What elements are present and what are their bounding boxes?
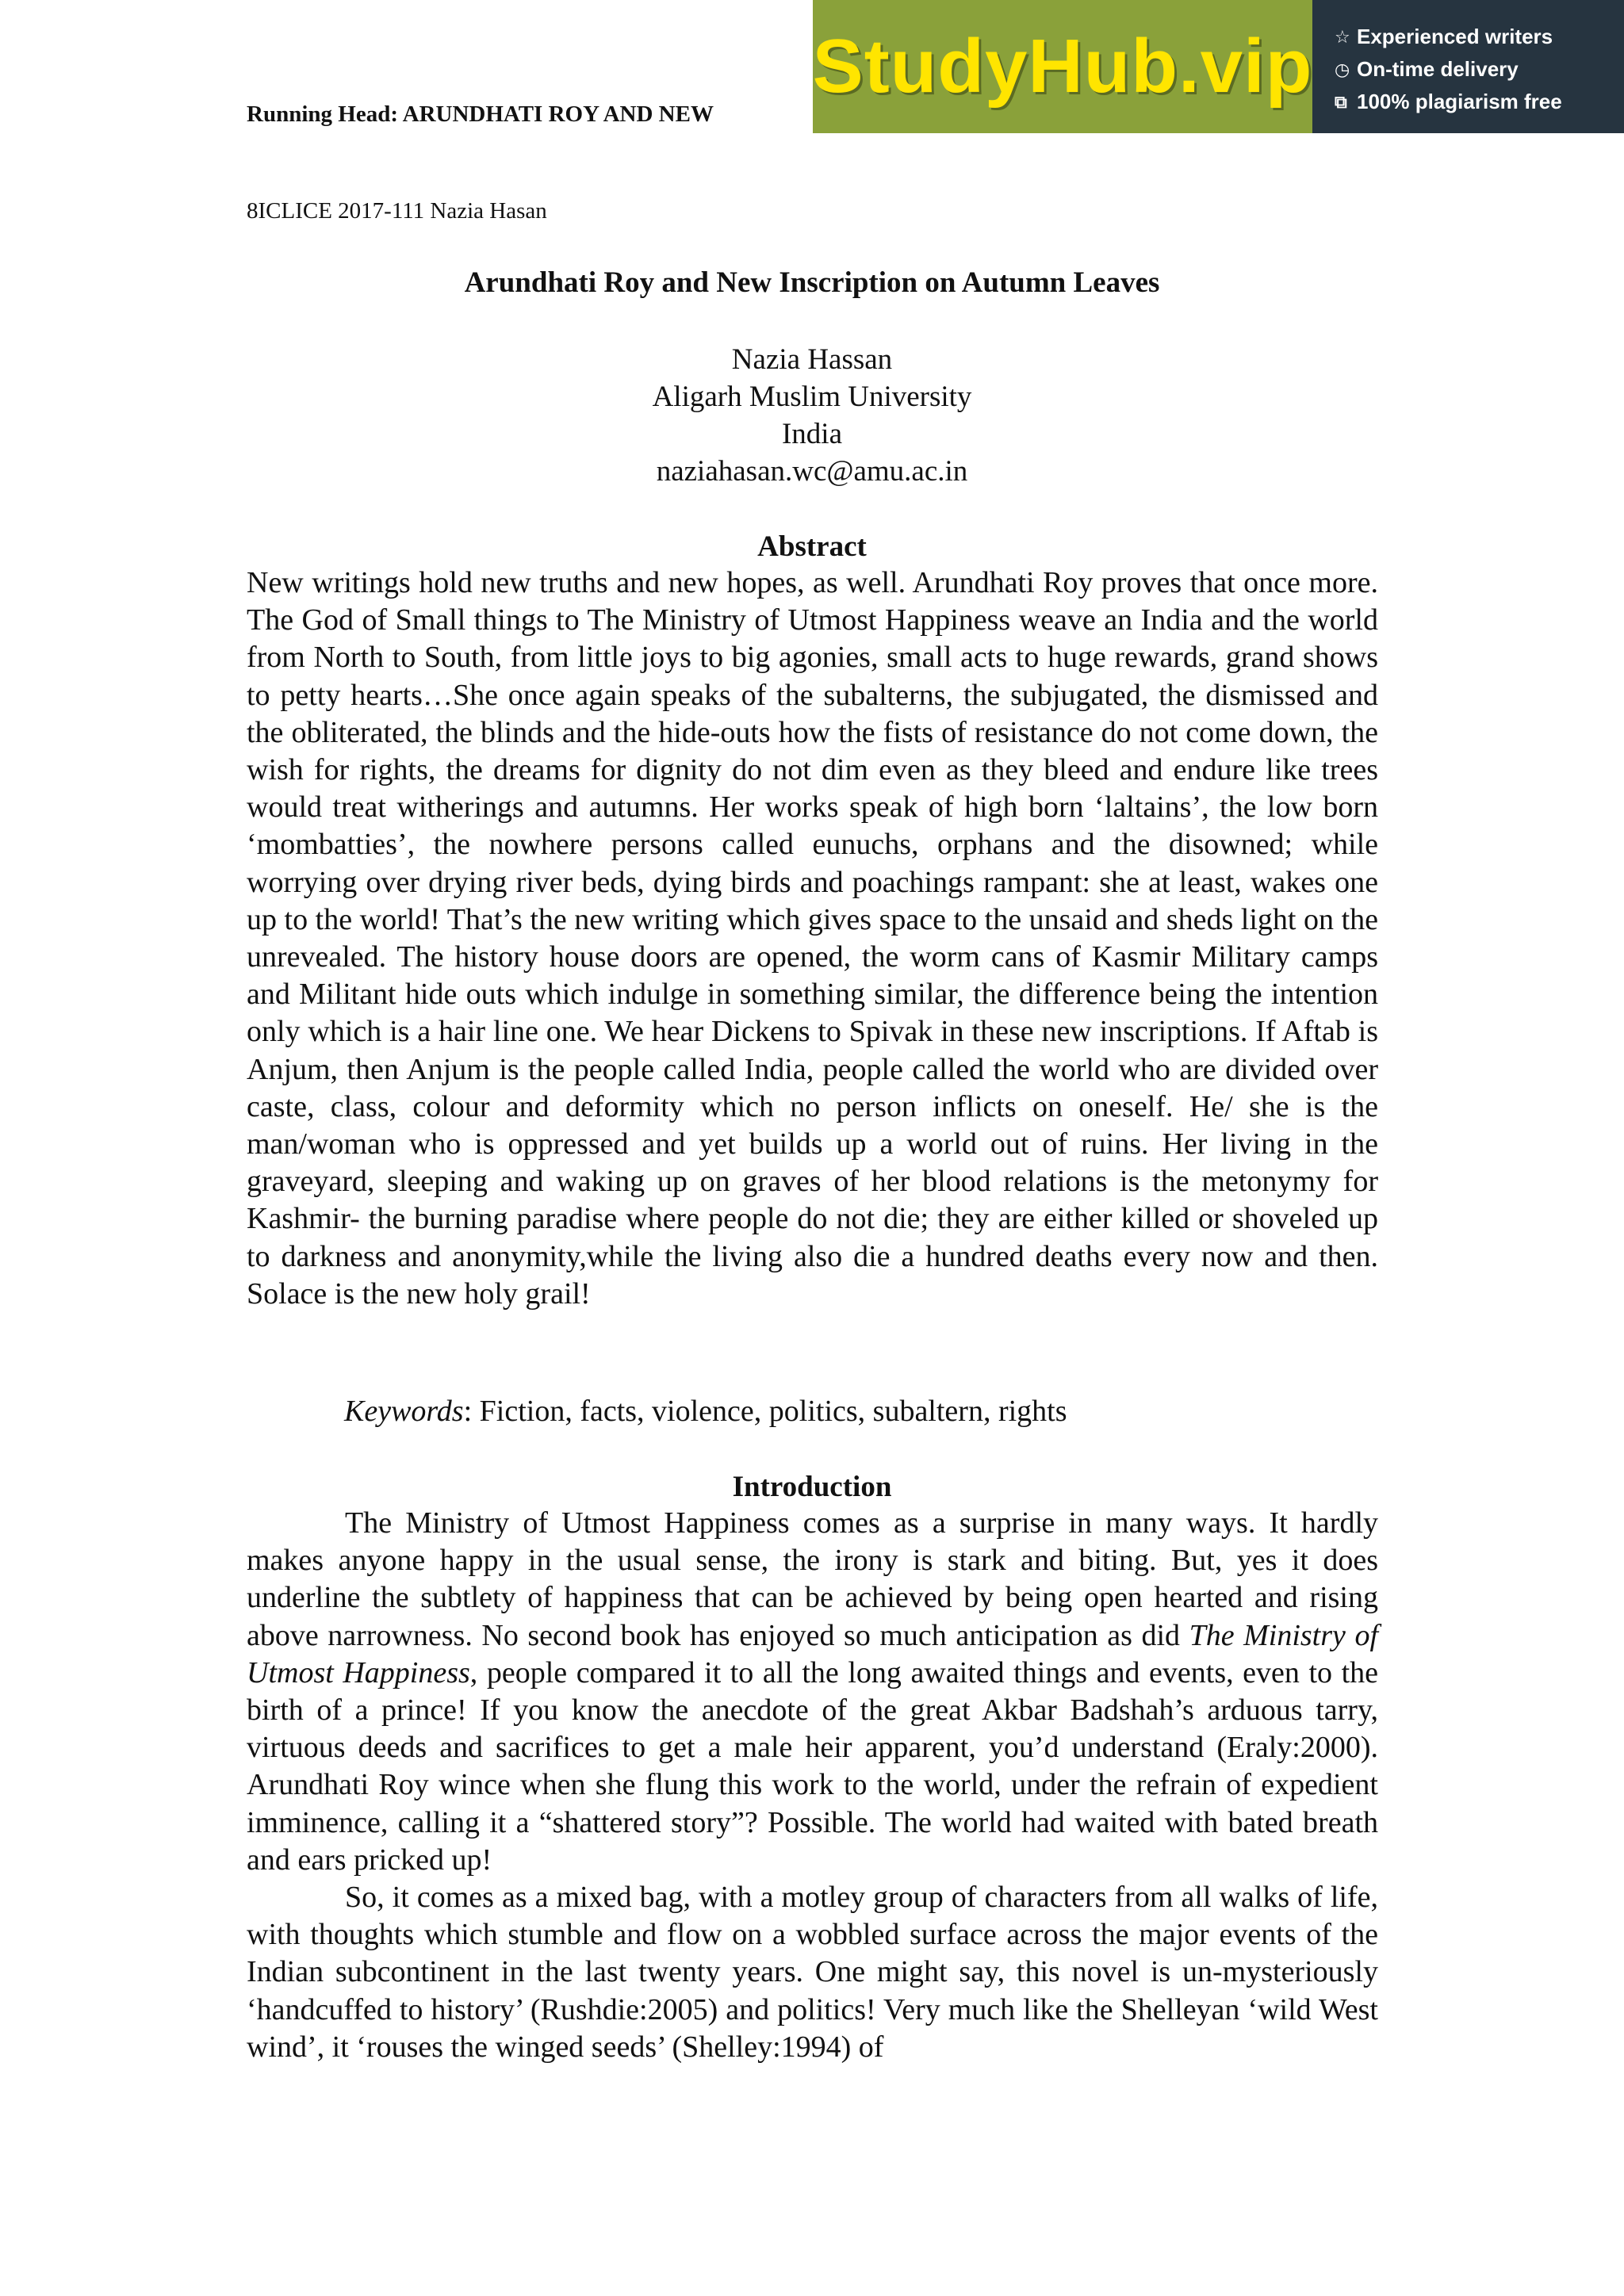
keywords-list: : Fiction, facts, violence, politics, subaltern, rights <box>463 1395 1067 1428</box>
clock-icon: ◷ <box>1335 59 1350 79</box>
studyhub-ad-banner[interactable] <box>813 0 1624 133</box>
feature-experienced-writers <box>1335 21 1624 53</box>
ad-feature-list <box>1312 0 1624 133</box>
feature-label: Experienced writers <box>1357 25 1553 48</box>
author-block <box>0 341 1624 490</box>
author-country: India <box>781 418 843 450</box>
author-email: naziahasan.wc@amu.ac.in <box>656 455 968 488</box>
conference-id: 8ICLICE 2017-111 Nazia Hasan <box>247 198 547 224</box>
intro-paragraph-1 <box>247 1505 1378 1879</box>
intro-text: , people compared it to all the long awaited things and events, even to the birth of a prince! If you know the anecdote of the great Akbar Badshah’s arduous tarry, virtuous deeds and sacrifices to get a male heir apparent, you’d understand (Eraly:2000). Arundhati Roy wince when she flung this work to the world, under the refrain of expedient imminence, calling it a “shattered story”? Possible. The world had waited with bated breath and ears pricked up! <box>247 1655 1378 1877</box>
feature-plagiarism-free <box>1335 86 1624 118</box>
paper-title: Arundhati Roy and New Inscription on Autumn Leaves <box>464 266 1160 299</box>
author-affiliation: Aligarh Muslim University <box>652 381 972 413</box>
brand-name: StudyHub.vip <box>812 24 1313 109</box>
running-head: Running Head: ARUNDHATI ROY AND NEW <box>247 101 714 127</box>
book-title: The Ministry of Utmost Happiness <box>247 1618 1378 1689</box>
studyhub-logo[interactable] <box>813 0 1312 133</box>
keywords-label: Keywords <box>344 1395 464 1428</box>
feature-on-time-delivery <box>1335 53 1624 86</box>
copy-icon: ⧉ <box>1335 91 1347 112</box>
introduction-heading: Introduction <box>732 1471 892 1503</box>
abstract-heading: Abstract <box>757 530 867 563</box>
star-icon: ☆ <box>1335 26 1350 47</box>
intro-paragraph-2: So, it comes as a mixed bag, with a motley group of characters from all walks of life, with thoughts which stumble and flow on a wobbled surface across the major events of the Indian subcontinent in the last twenty years. One might say, this novel is un-mysteriously ‘handcuffed to history’ (Rushdie:2005) and politics! Very much like the Shelleyan ‘wild West wind’, it ‘rouses the winged seeds’ (Shelley:1994) of <box>247 1881 1378 2064</box>
keywords-line <box>344 1394 1067 1429</box>
author-name: Nazia Hassan <box>731 343 893 376</box>
feature-label: 100% plagiarism free <box>1357 90 1562 113</box>
abstract-text: New writings hold new truths and new hopes, as well. Arundhati Roy proves that once more. The God of Small things to The Ministry of Utmost Happiness weave an India and the world from North to South, from little joys to big agonies, small acts to huge rewards, grand shows to petty hearts…She once again speaks of the subalterns, the subjugated, the dismissed and the obliterated, the blinds and the hide-outs how the fists of resistance do not come down, the wish for rights, the dreams for dignity do not dim even as they bleed and endure like trees would treat witherings and autumns. Her works speak of high born ‘laltains’, the low born ‘mombatties’, the nowhere persons called eunuchs, orphans and the disowned; while worrying over drying river beds, dying birds and poachings rampant: she at least, wakes one up to the world! That’s the new writing which gives space to the unsaid and sheds light on the unrevealed. The history house doors are opened, the worm cans of Kasmir Military camps and Militant hide outs which indulge in something similar, the difference being the intention only which is a hair line one. We hear Dickens to Spivak in these new inscriptions. If Aftab is Anjum, then Anjum is the people called India, people called the world who are divided over caste, class, colour and deformity which no person inflicts on oneself. He/ she is the man/woman who is oppressed and yet builds up a world out of ruins. Her living in the graveyard, sleeping and waking up on graves of her blood relations is the metonymy for Kashmir- the burning paradise where people do not die; they are either killed or shoveled up to darkness and anonymity,while the living also die a hundred deaths every now and then. Solace is the new holy grail! <box>247 566 1378 1311</box>
feature-label: On-time delivery <box>1357 57 1519 81</box>
intro-text: The Ministry of Utmost Happiness comes as a surprise in many ways. It hardly makes anyone happy in the usual sense, the irony is stark and biting. But, yes it does underline the subtlety of happiness that can be achieved by being open hearted and rising above narrowness. No second book has enjoyed so much anticipation as did <box>247 1506 1378 1652</box>
